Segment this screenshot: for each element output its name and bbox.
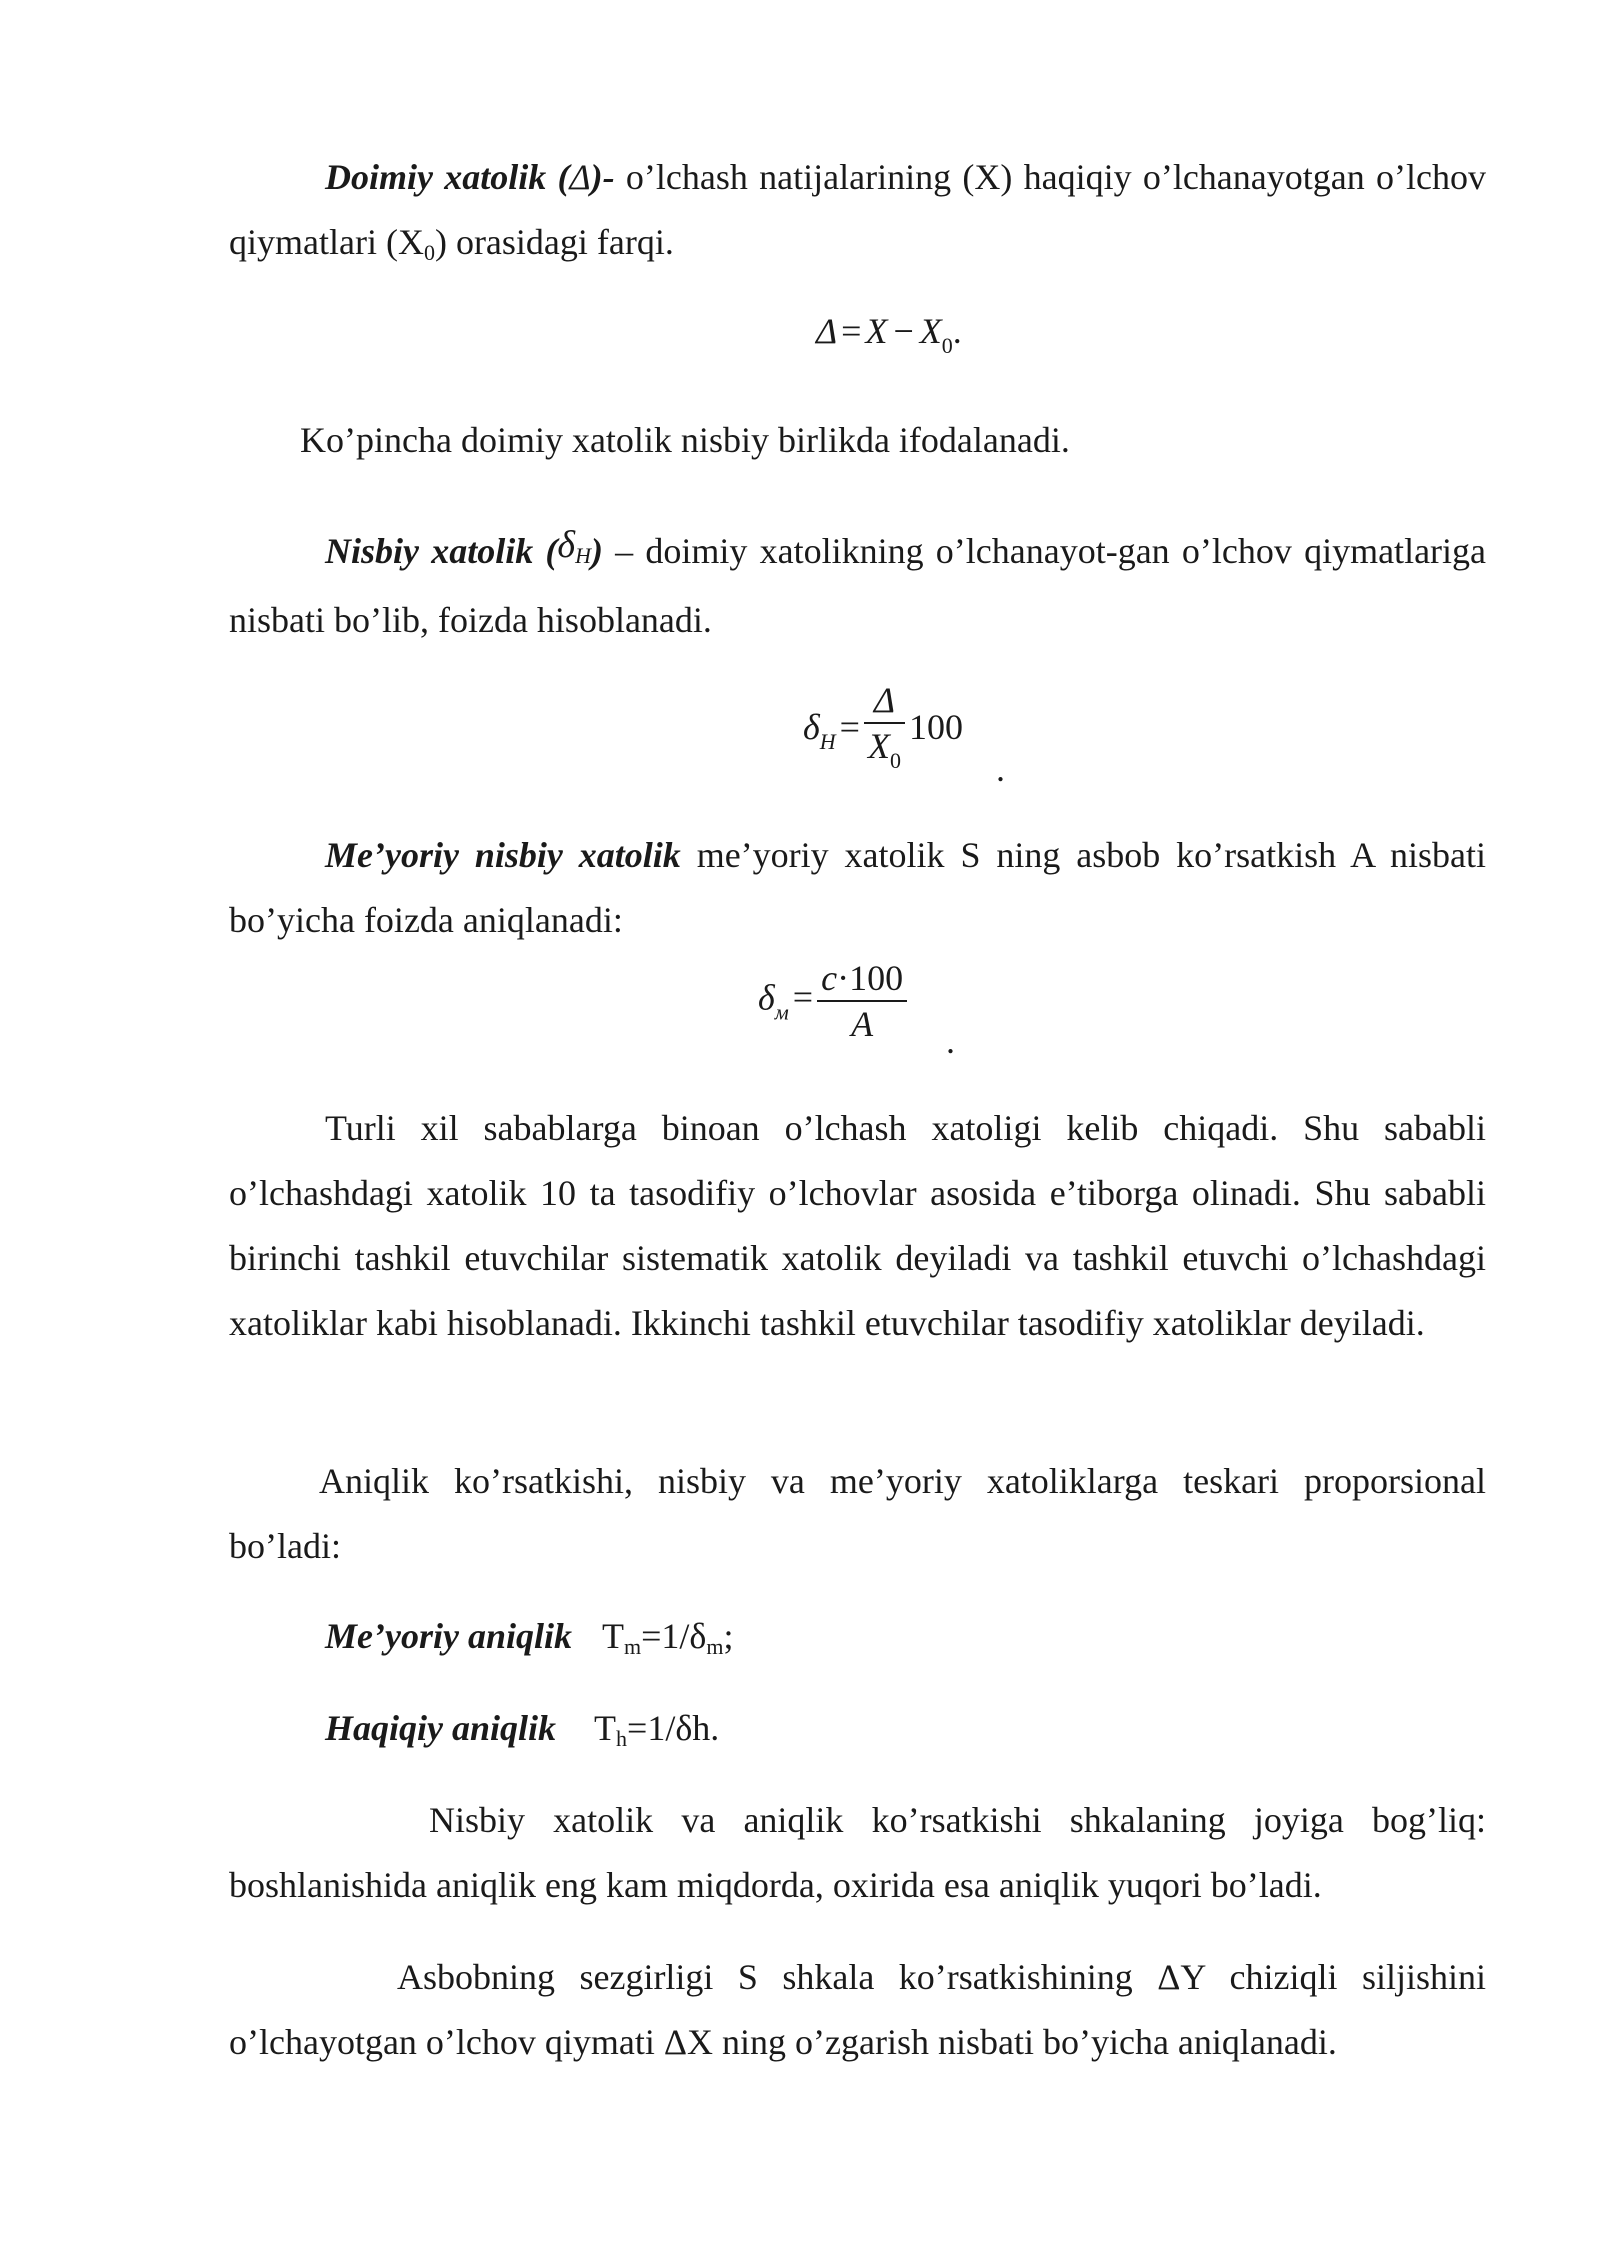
paragraph-accuracy-indicator: Aniqlik ko’rsatkishi, nisbiy va me’yoriy xatoliklarga teskari proporsional bo’ladi: [229,1461,1486,1566]
paragraph-relative-units: Ko’pincha doimiy xatolik nisbiy birlikda ifodalanadi. [300,420,1070,460]
paragraph-instrument-sensitivity: Asbobning sezgirligi S shkala ko’rsatkishining ΔY chiziqli siljishini o’lchayotgan o’lchov qiymati ΔX ning o’zgarish nisbati bo’yicha aniqlanadi. [229,1957,1486,2062]
paragraph-true-accuracy: Haqiqiy aniqlik Th=1/δh. [325,1708,720,1751]
formula-delta: $\Delta = X - X_0$. [816,311,962,358]
paragraph-relative-error: Nisbiy xatolik (δH) – doimiy xatolikning o’lchanayot-gan o’lchov qiymatlariga nisbati bo’lib, foizda hisoblanadi. [229,524,1487,640]
paragraph-normative-relative-error: Me’yoriy nisbiy xatolik me’yoriy xatolik S ning asbob ko’rsatkish A nisbati bo’yicha foizda aniqlanadi: [229,835,1486,940]
term-normative-accuracy: Me’yoriy aniqlik [325,1616,572,1656]
formula-normative-error: $\delta_м$ = $\frac{c\cdot 100}{A}$ [758,958,907,1044]
paragraph-constant-error: Doimiy xatolik (Δ)- o’lchash natijalarining (X) haqiqiy o’lchanayotgan o’lchov qiymatlari (X0) orasidagi farqi. [229,157,1486,265]
term-relative-error: Nisbiy xatolik (δH) [325,524,603,571]
paragraph-scale-dependence: Nisbiy xatolik va aniqlik ko’rsatkishi shkalaning joyiga bog’liq: boshlanishida aniqlik eng kam miqdorda, oxirida esa aniqlik yuqori bo’ladi. [229,1800,1486,1905]
fraction-delta-over-x0: $\frac{\Delta}{X_0}$ [864,680,905,781]
paragraph-normative-accuracy: Me’yoriy aniqlik Tm=1/δm; [325,1616,734,1659]
formula-relative-error: $\delta_H$ = $\frac{\Delta}{X_0}$ 100 [803,680,963,781]
formula-normative-error-dot: . [946,1021,955,1061]
term-true-accuracy: Haqiqiy aniqlik [325,1708,557,1748]
fraction-c100-over-a: $\frac{c\cdot 100}{A}$ [817,958,907,1044]
term-normative-relative-error: Me’yoriy nisbiy xatolik [325,835,681,875]
term-constant-error: Doimiy xatolik (Δ)- [325,157,615,197]
formula-relative-error-dot: . [996,749,1005,789]
paragraph-error-causes: Turli xil sabablarga binoan o’lchash xatoligi kelib chiqadi. Shu sababli o’lchashdagi xatolik 10 ta tasodifiy o’lchovlar asosida e’tiborga olinadi. Shu sababli birinchi tashkil etuvchilar sistematik xatolik deyiladi va tashkil etuvchi o’lchashdagi xatoliklar kabi hisoblanadi. Ikkinchi tashkil etuvchilar tasodifiy xatoliklar deyiladi. [229,1108,1486,1343]
